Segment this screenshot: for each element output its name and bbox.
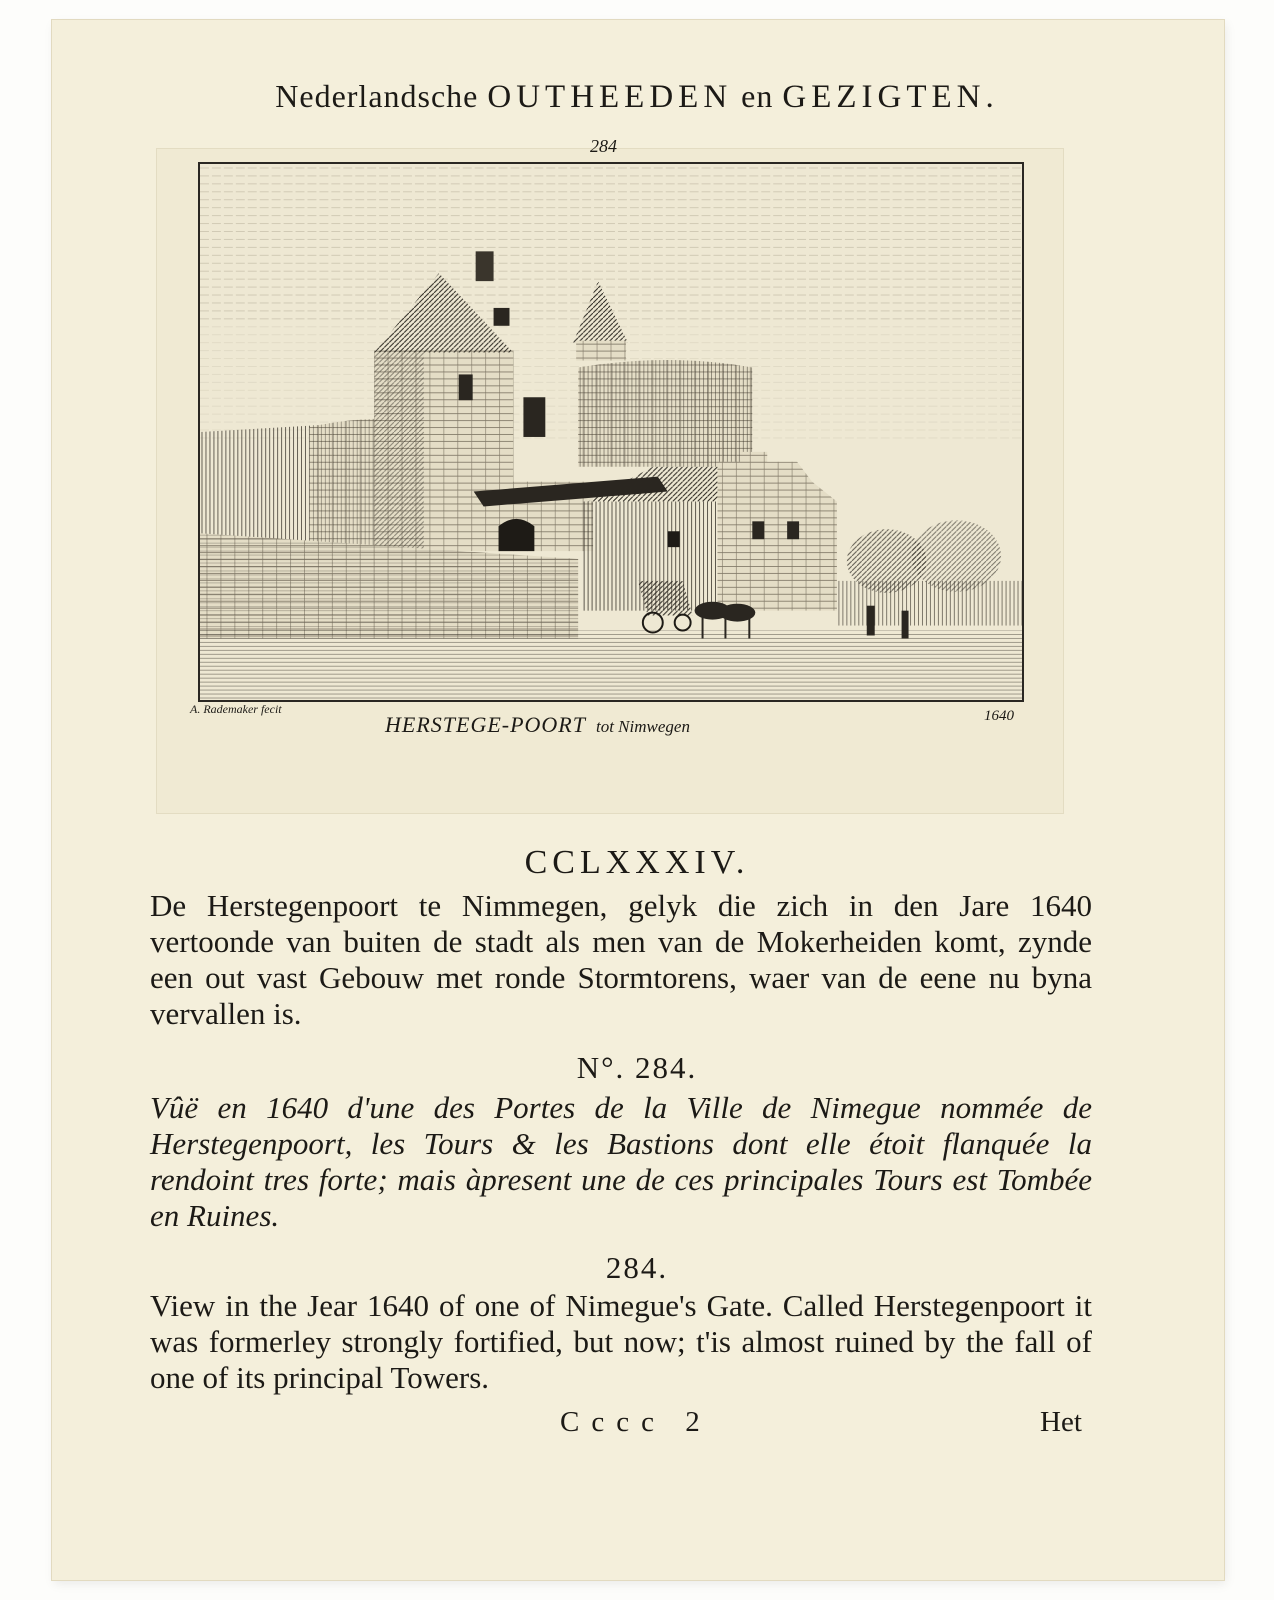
plate-caption-title: HERSTEGE-POORT bbox=[385, 712, 586, 737]
running-head-pre: Nederlandsche bbox=[275, 78, 479, 114]
running-head-caps: OUTHEEDEN bbox=[487, 79, 733, 115]
plate-year: 1640 bbox=[984, 708, 1014, 724]
plate-number: 284 bbox=[590, 136, 617, 156]
plate-caption-location: tot Nimwegen bbox=[595, 717, 690, 736]
running-head bbox=[0, 78, 1274, 116]
dutch-paragraph: De Herstegenpoort te Nimmegen, gelyk die zich in den Jare 1640 vertoonde van buiten de stadt als men van de Mokerheiden komt, zynde een out vast Gebouw met ronde Stormtorens, waer van de eene nu byna vervallen is. bbox=[150, 888, 1092, 1031]
engraving-illustration bbox=[200, 164, 1022, 700]
running-head-mid: en bbox=[741, 78, 774, 114]
running-head-caps-2: GEZIGTEN. bbox=[782, 79, 999, 115]
section-roman-numeral: CCLXXXIV. bbox=[524, 844, 750, 881]
plate-caption bbox=[385, 712, 690, 738]
engraver-signature: A. Rademaker fecit bbox=[190, 702, 282, 716]
english-paragraph: View in the Jear 1640 of one of Nimegue's Gate. Called Herstegenpoort it was formerley strongly fortified, but now; t'is almost ruined by the fall of one of its principal Towers. bbox=[150, 1288, 1092, 1395]
catchword: Het bbox=[1040, 1406, 1082, 1438]
french-number: N°. 284. bbox=[576, 1050, 698, 1085]
english-number: 284. bbox=[605, 1250, 669, 1285]
signature-mark: Cccc 2 bbox=[560, 1406, 712, 1438]
engraving-herstege-poort bbox=[198, 162, 1024, 702]
french-paragraph: Vûë en 1640 d'une des Portes de la Ville de Nimegue nommée de Herstegenpoort, les Tours & les Bastions dont elle étoit flanquée la rendoint tres forte; mais àpresent une de ces principales Tours est Tombée en Ruines. bbox=[150, 1090, 1092, 1233]
